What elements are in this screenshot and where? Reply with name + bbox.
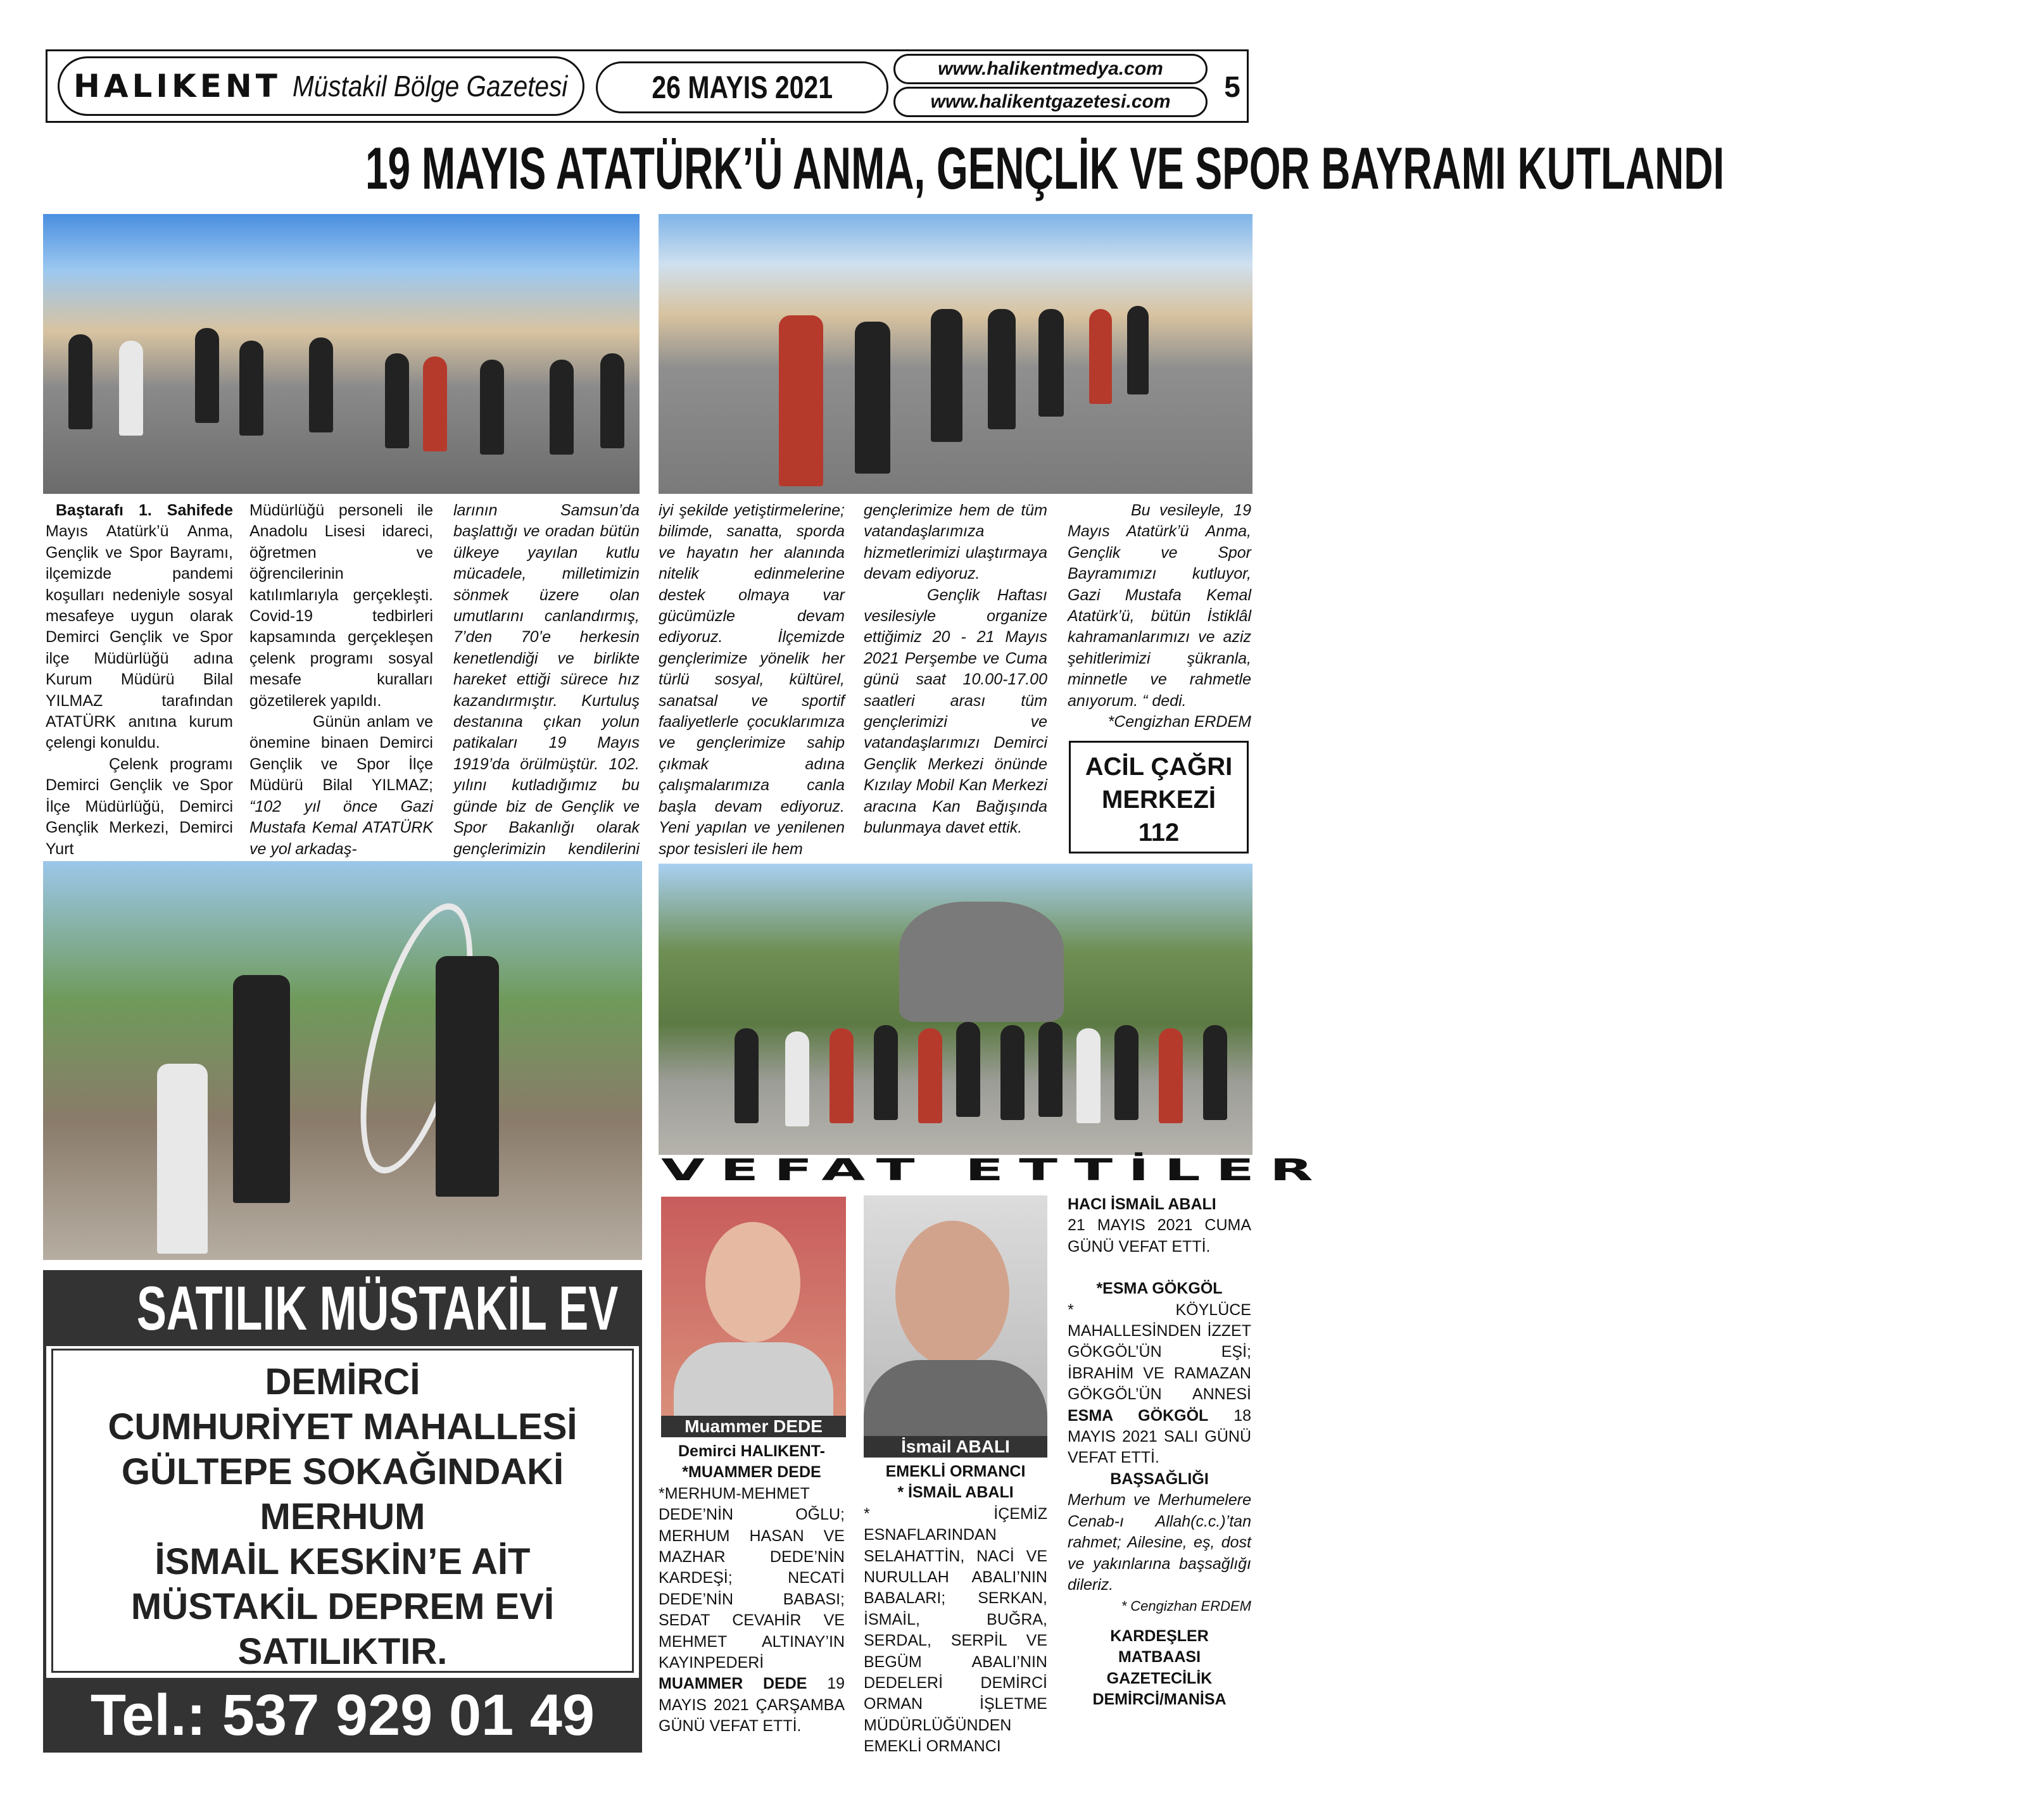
article-column-6 [1068,500,1251,733]
main-headline-text: 19 MAYIS ATATÜRK’Ü ANMA, GENÇLİK VE SPOR BAYRAMI KUTLANDI [365,135,1725,201]
newspaper-name: HALIKENT [73,68,281,104]
article-text: Çelenk programı Demirci Gençlik ve Spor İlçe Müdürlüğü, Demirci Gençlik Merkezi, Demirci Yurt [46,755,233,858]
ad-line: CUMHURİYET MAHALLESİ [108,1406,577,1447]
obituary-title-text: VEFAT ETTİLER [661,1152,1329,1188]
obituary-heading: *MUAMMER DEDE [682,1463,821,1482]
website-link-2[interactable]: www.halikentgazetesi.com [893,87,1208,117]
printer-info: DEMİRCİ/MANİSA [1092,1690,1227,1708]
obituary-name: MUAMMER DEDE [659,1675,807,1693]
obituary-text: 21 MAYIS 2021 CUMA GÜNÜ VEFAT ETTİ. [1068,1216,1251,1256]
portrait-muammer-dede [661,1197,846,1416]
obituary-ismail-abali [864,1461,1047,1758]
article-text: Müdürlüğü personeli ile Anadolu Lisesi idareci, öğretmen ve öğrencilerinin katılımlarıyla gerçekleşti. Covid-19 tedbirleri kapsamında gerçekleşen çelenk programı sosyal mesafe kuralları gözetilerek yapıldı. [249,501,433,710]
obituary-text: * İÇEMİZ ESNAFLARINDAN SELAHATTİN, NACİ VE NURULLAH ABALI’NIN BABALARI; SERKAN, İSMAİL, BUĞRA, SERDAL, SERPİL VE BEGÜM ABALI’NIN DEDELERİ DEMİRCİ ORMAN İŞLETME MÜDÜRLÜĞÜNDEN EMEKLİ ORMANCI [864,1504,1047,1756]
condolence-title: BAŞSAĞLIĞI [1110,1470,1209,1488]
newspaper-subtitle: Müstakil Bölge Gazetesi [292,70,568,103]
condolence-text: Merhum ve Merhumelere Cenab-ı Allah(c.c.)’tan rahmet; Ailesine, eş, dost ve yakınlarına başsağlığı dileriz. [1068,1491,1251,1594]
ad-line: DEMİRCİ [265,1361,420,1402]
printer-info: GAZETECİLİK [1106,1669,1213,1687]
obituary-title [661,1152,1329,1194]
group-photo [659,864,1252,1155]
article-quote: Bu vesileyle, 19 Mayıs Atatürk’ü Anma, Gençlik ve Spor Bayramımızı kutluyor, Gazi Mustafa Kemal Atatürk’ü, bütün İstiklâl kahramanlarımızı ve aziz şehitlerimizi şükranla, minnetle ve rahmetle anıyorum. “ dedi. [1068,501,1251,710]
printer-info: MATBAASI [1118,1648,1201,1666]
article-lead: Baştarafı 1. Sahifede [56,501,233,519]
article-column-4 [659,500,845,860]
obituary-text: *MERHUM-MEHMET DEDE’NİN OĞLU; MERHUM HASAN VE MAZHAR DEDE’NİN KARDEŞİ; NECATİ DEDE’NİN BABASI; SEDAT CEVAHİR VE MEHMET ALTINAY’IN KAYINPEDERİ [659,1484,845,1672]
brand-pill [58,56,584,116]
author-signature: *Cengizhan ERDEM [1107,713,1251,731]
obituary-text: 18 MAYIS 2021 SALI GÜNÜ VEFAT ETTİ. [1068,1406,1251,1467]
portrait-ismail-abali [864,1195,1047,1436]
obituary-muammer-dede [659,1441,845,1737]
masthead [46,49,1249,123]
ceremony-photo-1 [43,214,640,494]
article-column-3 [453,500,640,881]
main-headline [46,134,1725,203]
author-signature: * Cengizhan ERDEM [1121,1598,1251,1615]
obituary-heading: *ESMA GÖKGÖL [1096,1280,1223,1298]
ad-title [43,1270,642,1346]
website-link-1[interactable]: www.halikentmedya.com [893,54,1208,84]
emergency-box [1069,741,1249,853]
printer-info: KARDEŞLER [1110,1627,1209,1645]
article-quote: iyi şekilde yetiştirmelerine; bilimde, sanatta, sporda ve hayatın her alanında nitelik edinmelerine destek olmaya var gücümüzle devam ediyoruz. İlçemizde gençlerimize yönelik her türlü sosyal, kültürel, sanatsal ve sportif faaliyetlerle çocuklarımıza ve gençlerimize sahip çıkmak adına çalışmalarımıza canla başla devam ediyoruz. Yeni yapılan ve yenilenen spor tesisleri ile hem [659,501,845,858]
article-column-2 [249,500,433,860]
article-text: Mayıs Atatürk’ü Anma, Gençlik ve Spor Bayramı, ilçemizde pandemi koşulları nedeniyle sosyal mesafeye uygun olarak Demirci Gençlik ve Spor ilçe Müdürlüğü adına Kurum Müdürü Bilal YILMAZ tarafından ATATÜRK anıtına kurum çelengi konuldu. [46,522,233,752]
ad-phone[interactable]: Tel.: 537 929 01 49 [43,1678,642,1753]
issue-date [596,61,888,113]
issue-date-text: 26 MAYIS 2021 [652,70,833,105]
article-quote: gençlerimize hem de tüm vatandaşlarımıza hizmetlerimizi ulaştırmaya devam ediyoruz. [864,501,1047,583]
portrait-caption: İsmail ABALI [864,1436,1047,1458]
page-number: 5 [1218,58,1247,116]
obituary-column-right [1068,1194,1251,1710]
article-column-1 [46,500,233,860]
ad-line: GÜLTEPE SOKAĞINDAKİ [121,1451,564,1492]
ad-body [43,1346,642,1678]
ad-line: MÜSTAKİL DEPREM EVİ [130,1586,555,1627]
article-quote: Gençlik Haftası vesilesiyle organize ettiğimiz 20 - 21 Mayıs 2021 Perşembe ve Cuma günü saat 10.00-17.00 saatleri arası tüm gençlerimizi ve vatandaşlarımızı Demirci Gençlik Merkezi önünde Kızılay Mobil Kan Merkezi aracına Kan Bağışında bulunmaya davet ettik. [864,586,1047,837]
article-quote: “102 yıl önce Gazi Mustafa Kemal ATATÜRK ve yol arkadaş- [249,797,433,858]
article-quote: larının Samsun’da başlattığı ve oradan bütün ülkeye yayılan kutlu mücadele, milletimizin sönmek üzere olan umutlarını canlandırmış, 7’den 70’e herkesin kenetlendiği ve birlikte hareket ettiği sürece hız kazandırmıştır. Kurtuluş destanına çıkan yolun patikaları 19 Mayıs 1919’da örülmüştür. 102. yılını kutladığımız bu günde biz de Gençlik ve Spor Bakanlığı olarak gençlerimizin kendilerini [453,501,640,858]
obituary-name: ESMA GÖKGÖL [1068,1406,1209,1425]
ceremony-photo-2 [659,214,1252,494]
ad-line: İSMAİL KESKİN’E AİT [155,1541,531,1582]
article-text: Günün anlam ve önemine binaen Demirci Gençlik ve Spor İlçe Müdürü Bilal YILMAZ; [249,713,433,795]
article-column-5 [864,500,1047,839]
obituary-heading: EMEKLİ ORMANCI [885,1463,1026,1480]
emergency-line: MERKEZİ [1102,786,1216,814]
obituary-heading: Demirci HALIKENT- [678,1442,825,1460]
ad-line: SATILIKTIR. [237,1631,448,1672]
obituary-text: 19 MAYIS 2021 ÇARŞAMBA GÜNÜ VEFAT ETTİ. [659,1675,845,1735]
ad-line: MERHUM [260,1496,426,1537]
ad-lines [51,1349,634,1673]
obituary-text: * KÖYLÜCE MAHALLESİNDEN İZZET GÖKGÖL’ÜN EŞİ; İBRAHİM VE RAMAZAN GÖKGÖL’ÜN ANNESİ [1068,1301,1251,1404]
emergency-number: 112 [1138,819,1180,847]
wreath-photo [43,861,642,1260]
ad-title-text: SATILIK MÜSTAKİL EV [136,1273,619,1343]
emergency-line: ACİL ÇAĞRI [1085,753,1233,781]
portrait-caption: Muammer DEDE [661,1416,846,1437]
obituary-heading: * İSMAİL ABALI [897,1483,1014,1502]
obituary-heading: HACI İSMAİL ABALI [1068,1195,1216,1213]
